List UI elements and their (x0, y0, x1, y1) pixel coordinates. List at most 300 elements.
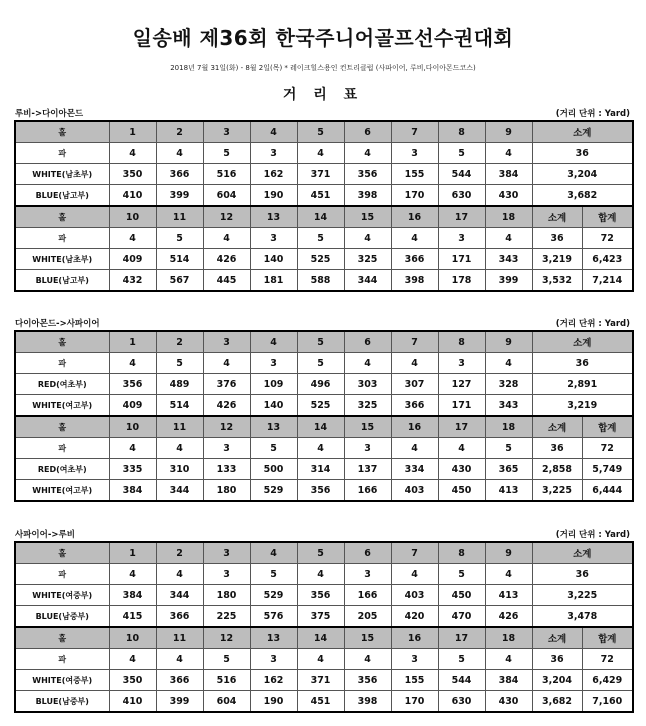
table-cell: 450 (438, 480, 485, 502)
table-cell: 4 (391, 353, 438, 374)
table-cell: 529 (250, 480, 297, 502)
table-cell: 4 (109, 564, 156, 585)
table-cell: 4 (297, 564, 344, 585)
tee-row (15, 459, 633, 480)
table-cell: 8 (438, 542, 485, 564)
table-cell: 4 (250, 121, 297, 143)
table-cell: 4 (297, 143, 344, 164)
table-cell: 588 (297, 270, 344, 292)
row-label: WHITE(남초부) (15, 249, 109, 270)
row-label: WHITE(여중부) (15, 585, 109, 606)
table-cell: 합계 (582, 206, 633, 228)
row-label: WHITE(여중부) (15, 670, 109, 691)
table-cell: 399 (156, 691, 203, 713)
table-cell: 2 (156, 121, 203, 143)
table-cell: 4 (344, 143, 391, 164)
table-cell: 127 (438, 374, 485, 395)
table-cell: 3,219 (532, 249, 582, 270)
par-row (15, 438, 633, 459)
table-cell: 3,225 (532, 480, 582, 502)
row-label: 파 (15, 228, 109, 249)
table-cell: 18 (485, 416, 532, 438)
table-cell: 7 (391, 121, 438, 143)
table-cell: 13 (250, 206, 297, 228)
unit-label: (거리 단위 : Yard) (555, 319, 630, 329)
table-cell: 180 (203, 585, 250, 606)
hole-header-row (15, 121, 633, 143)
table-cell: 500 (250, 459, 297, 480)
table-cell: 451 (297, 185, 344, 207)
table-cell: 4 (391, 438, 438, 459)
tee-row (15, 395, 633, 417)
tee-row (15, 270, 633, 292)
table-cell: 3 (250, 649, 297, 670)
table-cell: 398 (391, 270, 438, 292)
table-cell: 15 (344, 627, 391, 649)
table-cell: 18 (485, 627, 532, 649)
table-cell: 7,214 (582, 270, 633, 292)
table-cell: 384 (485, 164, 532, 185)
table-cell: 소계 (532, 416, 582, 438)
table-cell: 376 (203, 374, 250, 395)
table-cell: 496 (297, 374, 344, 395)
table-cell: 4 (109, 438, 156, 459)
table-cell: 9 (485, 542, 532, 564)
table-cell: 2,858 (532, 459, 582, 480)
table-cell: 6 (344, 121, 391, 143)
tee-row (15, 606, 633, 628)
table-cell: 525 (297, 395, 344, 417)
table-cell: 343 (485, 395, 532, 417)
row-label: 파 (15, 353, 109, 374)
table-cell: 384 (109, 480, 156, 502)
table-cell: 4 (344, 649, 391, 670)
section-sapphire-ruby (14, 527, 632, 713)
table-cell: 16 (391, 206, 438, 228)
table-cell: 36 (532, 564, 633, 585)
table-cell: 366 (156, 164, 203, 185)
table-cell: 4 (203, 228, 250, 249)
table-cell: 166 (344, 585, 391, 606)
table-cell: 5 (485, 438, 532, 459)
table-cell: 6 (344, 331, 391, 353)
table-cell: 8 (438, 121, 485, 143)
table-cell: 7 (391, 542, 438, 564)
row-label: BLUE(남중부) (15, 691, 109, 713)
table-cell: 445 (203, 270, 250, 292)
table-cell: 7,160 (582, 691, 633, 713)
table-cell: 36 (532, 143, 633, 164)
table-cell: 413 (485, 585, 532, 606)
par-row (15, 649, 633, 670)
table-cell: 12 (203, 416, 250, 438)
tee-row (15, 185, 633, 207)
table-cell: 14 (297, 206, 344, 228)
page-title: 일송배 제36회 한국주니어골프선수권대회 (132, 26, 514, 50)
table-cell: 4 (109, 649, 156, 670)
table-cell: 140 (250, 395, 297, 417)
table-cell: 6 (344, 542, 391, 564)
table-cell: 72 (582, 438, 633, 459)
table-cell: 133 (203, 459, 250, 480)
table-cell: 399 (156, 185, 203, 207)
hole-header-row (15, 627, 633, 649)
table-cell: 432 (109, 270, 156, 292)
distance-table (14, 330, 634, 502)
table-cell: 5 (297, 331, 344, 353)
row-label: 홀 (15, 331, 109, 353)
row-label: 파 (15, 438, 109, 459)
table-cell: 430 (438, 459, 485, 480)
table-cell: 630 (438, 691, 485, 713)
row-label: BLUE(남고부) (15, 270, 109, 292)
table-cell: 5 (203, 143, 250, 164)
table-cell: 409 (109, 249, 156, 270)
course-route-label: 다이아몬드->사파이어 (15, 319, 100, 329)
table-cell: 3,532 (532, 270, 582, 292)
table-cell: 4 (391, 228, 438, 249)
tee-row (15, 585, 633, 606)
table-cell: 310 (156, 459, 203, 480)
table-cell: 합계 (582, 627, 633, 649)
table-cell: 450 (438, 585, 485, 606)
table-cell: 413 (485, 480, 532, 502)
table-cell: 399 (485, 270, 532, 292)
table-cell: 17 (438, 416, 485, 438)
tee-row (15, 164, 633, 185)
table-cell: 4 (109, 228, 156, 249)
par-row (15, 564, 633, 585)
row-label: 홀 (15, 542, 109, 564)
table-cell: 72 (582, 228, 633, 249)
table-cell: 137 (344, 459, 391, 480)
row-label: WHITE(여고부) (15, 480, 109, 502)
table-cell: 1 (109, 331, 156, 353)
table-cell: 155 (391, 670, 438, 691)
table-cell: 3,219 (532, 395, 633, 417)
table-cell: 11 (156, 416, 203, 438)
table-cell: 9 (485, 121, 532, 143)
table-cell: 3 (250, 353, 297, 374)
tee-row (15, 374, 633, 395)
row-label: 파 (15, 564, 109, 585)
table-cell: 36 (532, 649, 582, 670)
table-cell: 10 (109, 627, 156, 649)
table-cell: 10 (109, 206, 156, 228)
table-cell: 1 (109, 542, 156, 564)
table-cell: 15 (344, 416, 391, 438)
table-cell: 16 (391, 627, 438, 649)
table-cell: 4 (297, 649, 344, 670)
table-cell: 13 (250, 627, 297, 649)
table-cell: 3 (391, 143, 438, 164)
table-cell: 365 (485, 459, 532, 480)
table-cell: 소계 (532, 206, 582, 228)
row-label: WHITE(여고부) (15, 395, 109, 417)
table-cell: 4 (250, 331, 297, 353)
table-cell: 4 (109, 143, 156, 164)
tee-row (15, 480, 633, 502)
table-cell: 398 (344, 691, 391, 713)
table-cell: 4 (109, 353, 156, 374)
table-cell: 3 (250, 228, 297, 249)
table-cell: 7 (391, 331, 438, 353)
table-cell: 10 (109, 416, 156, 438)
event-subtitle: 2018년 7월 31일(화) - 8월 2일(목) * 레이크힐스용인 컨트리클럽 (사파이어, 루비,다이아몬드코스) (170, 64, 476, 72)
table-cell: 6,423 (582, 249, 633, 270)
table-cell: 11 (156, 206, 203, 228)
table-cell: 9 (485, 331, 532, 353)
table-cell: 4 (156, 564, 203, 585)
table-cell: 366 (391, 395, 438, 417)
section-ruby-diamond (14, 106, 632, 292)
table-cell: 166 (344, 480, 391, 502)
table-cell: 4 (485, 649, 532, 670)
table-cell: 516 (203, 164, 250, 185)
table-cell: 4 (156, 438, 203, 459)
distance-table-heading: 거 리 표 (282, 87, 364, 103)
row-label: 홀 (15, 416, 109, 438)
table-cell: 소계 (532, 121, 633, 143)
table-cell: 3 (344, 438, 391, 459)
table-cell: 140 (250, 249, 297, 270)
tee-row (15, 670, 633, 691)
table-cell: 3 (250, 143, 297, 164)
table-cell: 3,225 (532, 585, 633, 606)
table-cell: 604 (203, 691, 250, 713)
table-cell: 3 (203, 331, 250, 353)
table-cell: 1 (109, 121, 156, 143)
table-cell: 344 (344, 270, 391, 292)
table-cell: 3 (344, 564, 391, 585)
hole-header-row (15, 542, 633, 564)
table-cell: 325 (344, 395, 391, 417)
table-cell: 576 (250, 606, 297, 628)
table-cell: 307 (391, 374, 438, 395)
table-cell: 소계 (532, 627, 582, 649)
table-cell: 366 (156, 606, 203, 628)
table-cell: 5 (203, 649, 250, 670)
table-cell: 4 (297, 438, 344, 459)
table-cell: 17 (438, 206, 485, 228)
table-cell: 344 (156, 480, 203, 502)
table-cell: 4 (485, 143, 532, 164)
table-cell: 5 (156, 228, 203, 249)
table-cell: 11 (156, 627, 203, 649)
table-cell: 171 (438, 395, 485, 417)
unit-label: (거리 단위 : Yard) (555, 530, 630, 540)
row-label: RED(여초부) (15, 374, 109, 395)
table-cell: 3 (203, 121, 250, 143)
table-cell: 3,682 (532, 185, 633, 207)
table-cell: 5 (297, 228, 344, 249)
table-cell: 205 (344, 606, 391, 628)
table-cell: 426 (485, 606, 532, 628)
distance-table (14, 541, 634, 713)
table-cell: 162 (250, 670, 297, 691)
table-cell: 36 (532, 353, 633, 374)
table-cell: 4 (250, 542, 297, 564)
table-cell: 4 (156, 143, 203, 164)
table-cell: 356 (109, 374, 156, 395)
table-cell: 420 (391, 606, 438, 628)
table-cell: 630 (438, 185, 485, 207)
table-cell: 6,444 (582, 480, 633, 502)
table-cell: 181 (250, 270, 297, 292)
table-cell: 5 (297, 542, 344, 564)
table-cell: 190 (250, 185, 297, 207)
row-label: 홀 (15, 627, 109, 649)
table-cell: 409 (109, 395, 156, 417)
table-cell: 171 (438, 249, 485, 270)
table-cell: 525 (297, 249, 344, 270)
table-cell: 4 (156, 649, 203, 670)
table-cell: 356 (344, 164, 391, 185)
table-cell: 375 (297, 606, 344, 628)
par-row (15, 143, 633, 164)
table-cell: 4 (485, 228, 532, 249)
table-cell: 415 (109, 606, 156, 628)
table-cell: 328 (485, 374, 532, 395)
table-cell: 430 (485, 185, 532, 207)
table-cell: 514 (156, 395, 203, 417)
table-cell: 소계 (532, 331, 633, 353)
table-cell: 350 (109, 164, 156, 185)
row-label: 파 (15, 143, 109, 164)
table-cell: 335 (109, 459, 156, 480)
table-cell: 4 (344, 228, 391, 249)
table-cell: 514 (156, 249, 203, 270)
table-cell: 72 (582, 649, 633, 670)
table-cell: 344 (156, 585, 203, 606)
hole-header-row (15, 416, 633, 438)
course-route-label: 루비->다이아몬드 (15, 109, 84, 119)
course-route-label: 사파이어->루비 (15, 530, 75, 540)
tee-row (15, 249, 633, 270)
table-cell: 12 (203, 627, 250, 649)
table-cell: 17 (438, 627, 485, 649)
table-cell: 3 (203, 564, 250, 585)
table-cell: 384 (485, 670, 532, 691)
table-cell: 12 (203, 206, 250, 228)
table-cell: 4 (344, 353, 391, 374)
table-cell: 36 (532, 228, 582, 249)
table-cell: 356 (344, 670, 391, 691)
par-row (15, 353, 633, 374)
table-cell: 6,429 (582, 670, 633, 691)
row-label: RED(여초부) (15, 459, 109, 480)
table-cell: 5 (438, 564, 485, 585)
table-cell: 3 (203, 438, 250, 459)
table-cell: 470 (438, 606, 485, 628)
table-cell: 5 (297, 353, 344, 374)
table-cell: 5 (250, 438, 297, 459)
table-cell: 14 (297, 416, 344, 438)
table-cell: 14 (297, 627, 344, 649)
table-cell: 3,204 (532, 164, 633, 185)
table-cell: 410 (109, 185, 156, 207)
table-cell: 544 (438, 670, 485, 691)
table-cell: 8 (438, 331, 485, 353)
table-cell: 371 (297, 164, 344, 185)
table-cell: 4 (438, 438, 485, 459)
table-cell: 604 (203, 185, 250, 207)
table-cell: 356 (297, 480, 344, 502)
table-cell: 2,891 (532, 374, 633, 395)
row-label: 홀 (15, 206, 109, 228)
table-cell: 529 (250, 585, 297, 606)
table-cell: 350 (109, 670, 156, 691)
table-cell: 384 (109, 585, 156, 606)
row-label: WHITE(남초부) (15, 164, 109, 185)
table-cell: 180 (203, 480, 250, 502)
table-cell: 516 (203, 670, 250, 691)
table-cell: 343 (485, 249, 532, 270)
row-label: BLUE(남중부) (15, 606, 109, 628)
table-cell: 3 (438, 353, 485, 374)
table-cell: 5,749 (582, 459, 633, 480)
tee-row (15, 691, 633, 713)
distance-table (14, 120, 634, 292)
table-cell: 5 (250, 564, 297, 585)
table-cell: 190 (250, 691, 297, 713)
table-cell: 3 (438, 228, 485, 249)
table-cell: 4 (485, 353, 532, 374)
table-cell: 430 (485, 691, 532, 713)
table-cell: 410 (109, 691, 156, 713)
table-cell: 325 (344, 249, 391, 270)
table-cell: 170 (391, 691, 438, 713)
table-cell: 15 (344, 206, 391, 228)
table-cell: 5 (438, 143, 485, 164)
hole-header-row (15, 206, 633, 228)
table-cell: 544 (438, 164, 485, 185)
table-cell: 3,478 (532, 606, 633, 628)
table-cell: 109 (250, 374, 297, 395)
table-cell: 4 (203, 353, 250, 374)
row-label: BLUE(남고부) (15, 185, 109, 207)
table-cell: 334 (391, 459, 438, 480)
table-cell: 16 (391, 416, 438, 438)
table-cell: 426 (203, 395, 250, 417)
table-cell: 371 (297, 670, 344, 691)
table-cell: 5 (438, 649, 485, 670)
table-cell: 4 (391, 564, 438, 585)
table-cell: 426 (203, 249, 250, 270)
table-cell: 4 (485, 564, 532, 585)
table-cell: 225 (203, 606, 250, 628)
table-cell: 403 (391, 480, 438, 502)
table-cell: 소계 (532, 542, 633, 564)
table-cell: 2 (156, 542, 203, 564)
table-cell: 155 (391, 164, 438, 185)
table-cell: 5 (156, 353, 203, 374)
table-cell: 36 (532, 438, 582, 459)
table-cell: 3 (391, 649, 438, 670)
row-label: 파 (15, 649, 109, 670)
table-cell: 398 (344, 185, 391, 207)
section-diamond-sapphire (14, 316, 632, 502)
row-label: 홀 (15, 121, 109, 143)
table-cell: 303 (344, 374, 391, 395)
table-cell: 170 (391, 185, 438, 207)
table-cell: 2 (156, 331, 203, 353)
table-cell: 451 (297, 691, 344, 713)
par-row (15, 228, 633, 249)
table-cell: 178 (438, 270, 485, 292)
table-cell: 합계 (582, 416, 633, 438)
table-cell: 13 (250, 416, 297, 438)
